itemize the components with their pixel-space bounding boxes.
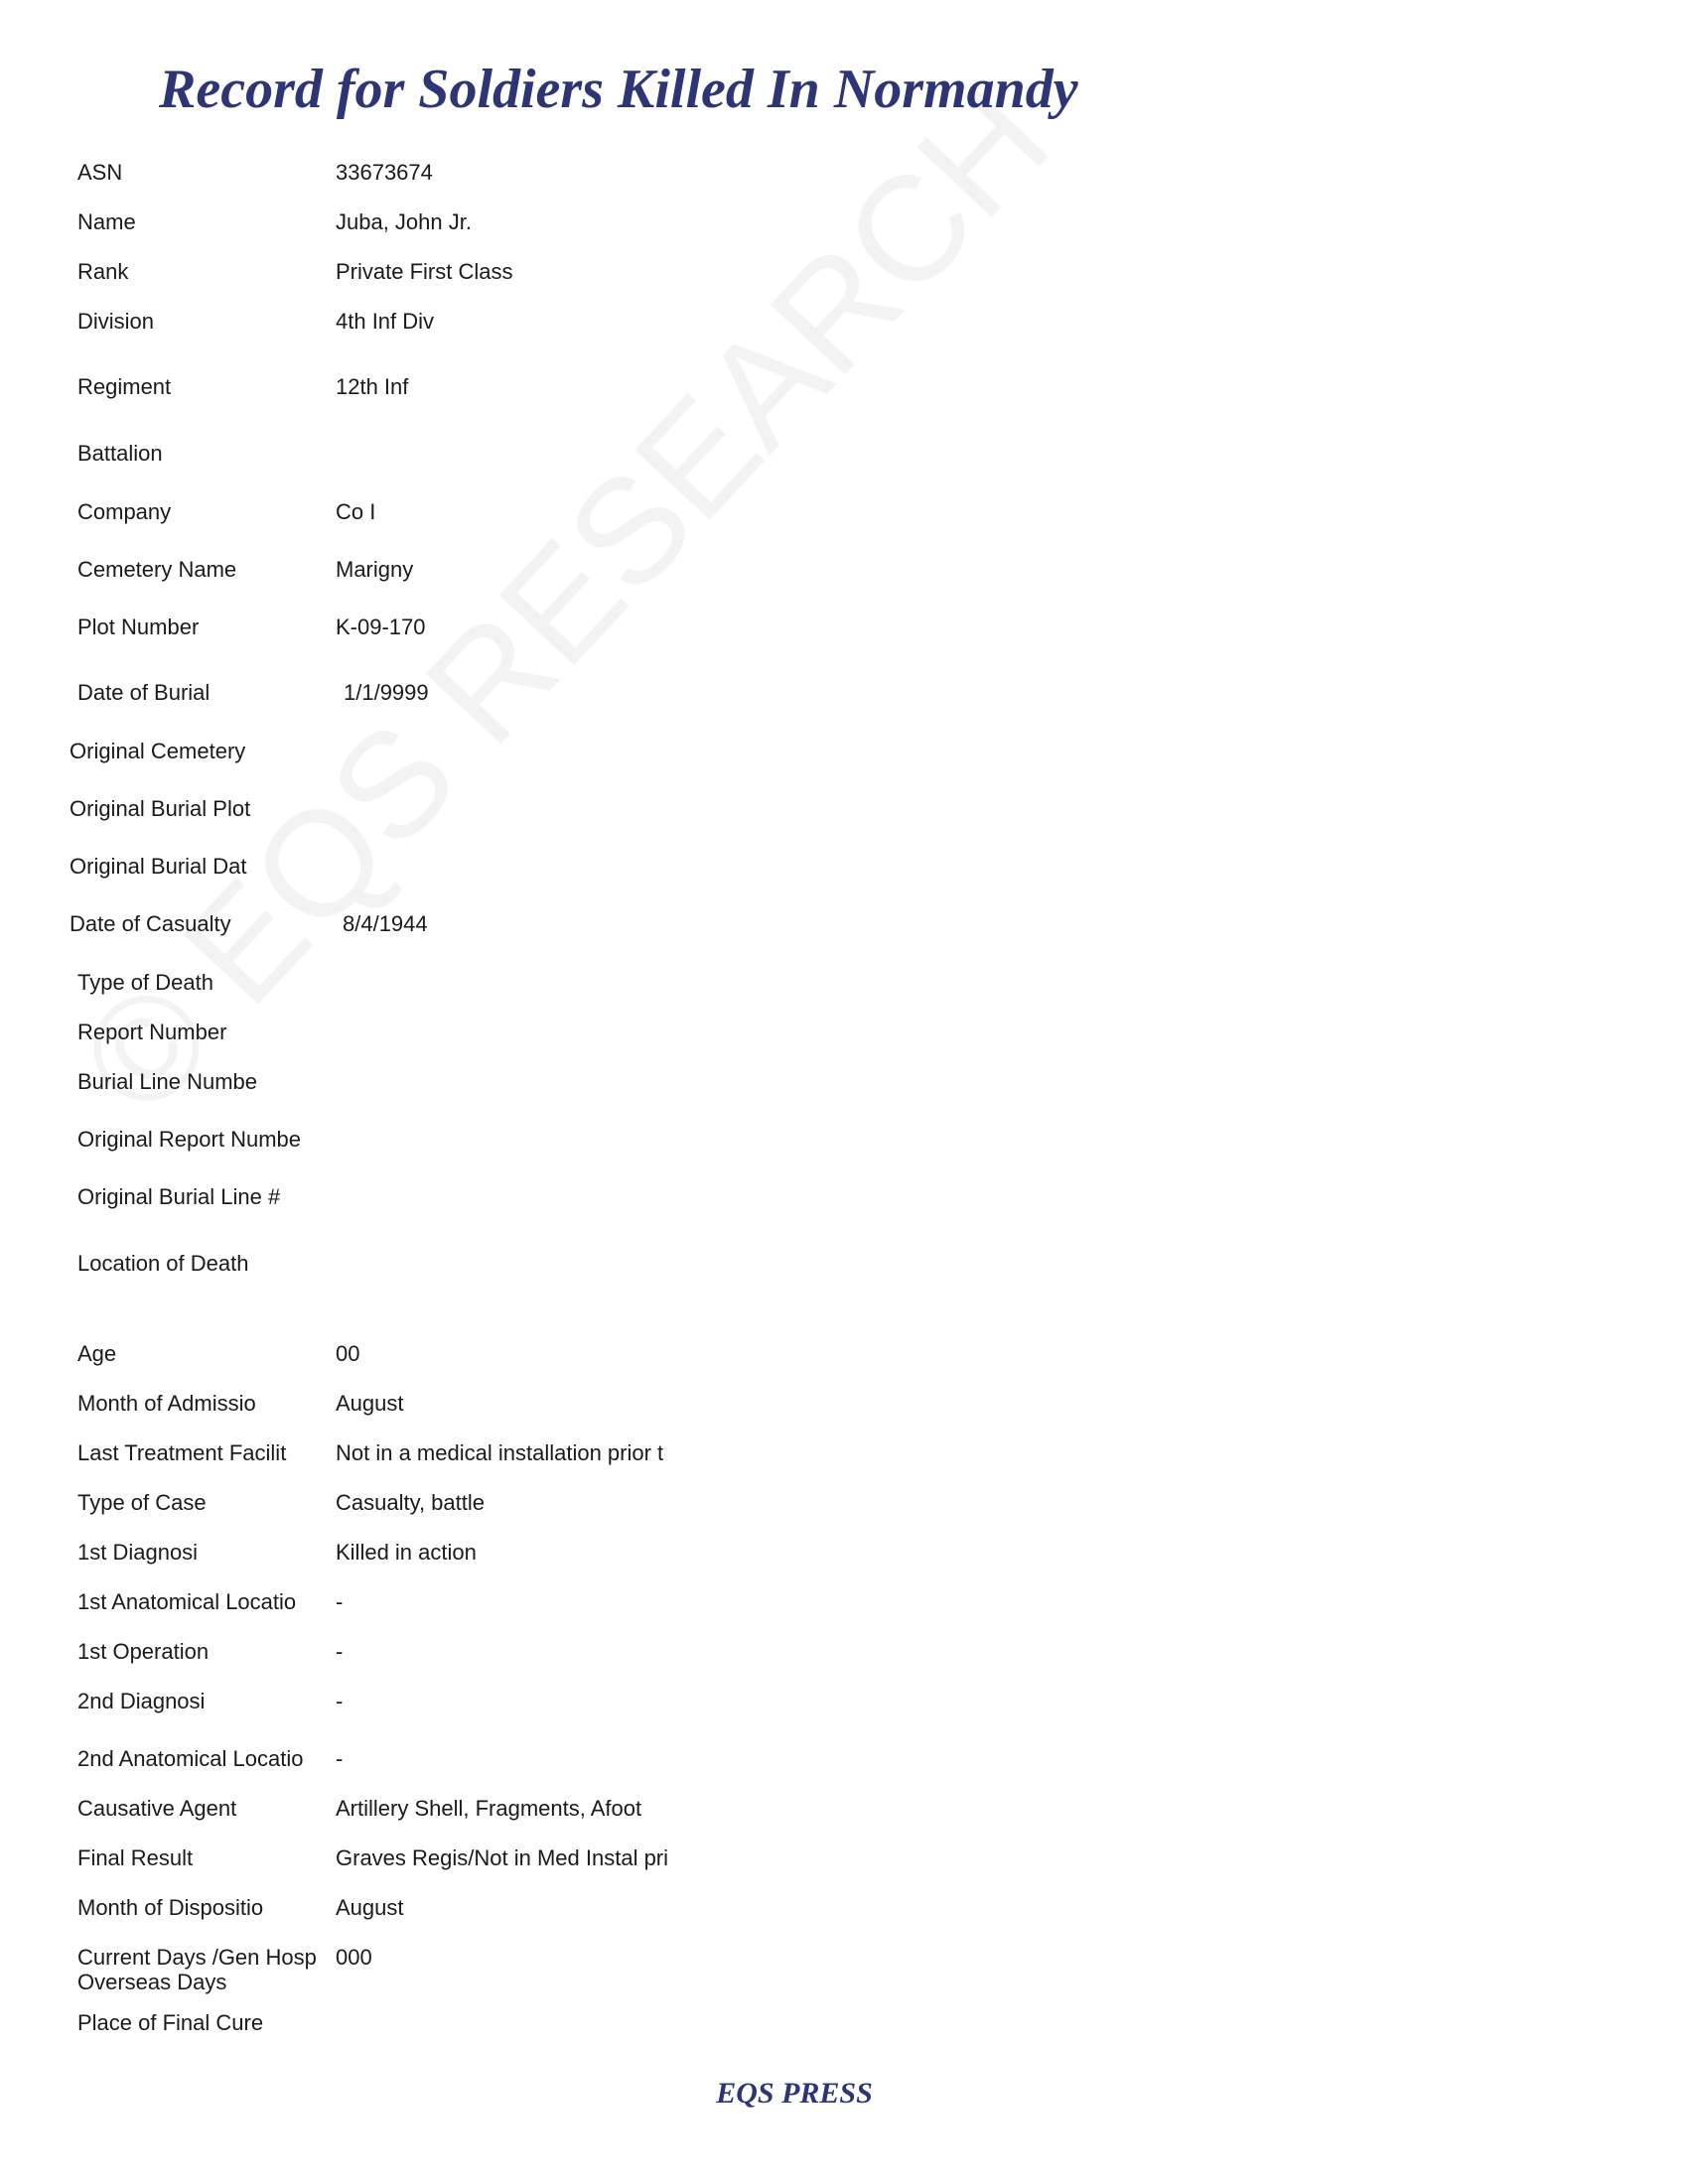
month-of-admission-value: August [336,1391,404,1416]
first-diagnosis-label: 1st Diagnosi [77,1540,199,1565]
date-of-casualty-value: 8/4/1944 [343,911,428,936]
division-value: 4th Inf Div [336,309,435,334]
rank-label: Rank [77,259,129,284]
second-diagnosis-label: 2nd Diagnosi [77,1689,206,1713]
date-of-burial-value: 1/1/9999 [344,680,429,705]
second-anatomical-location-label: 2nd Anatomical Locatio [77,1746,304,1771]
regiment-value: 12th Inf [336,374,409,399]
age-value: 00 [336,1341,360,1366]
last-treatment-facility-value: Not in a medical installation prior t [336,1440,664,1465]
original-burial-plot-label: Original Burial Plot [70,796,251,821]
battalion-label: Battalion [77,441,163,466]
cemetery-name-value: Marigny [336,557,414,582]
date-of-burial-label: Date of Burial [77,680,211,705]
month-of-disposition-value: August [336,1895,404,1920]
company-label: Company [77,499,172,524]
cemetery-name-label: Cemetery Name [77,557,237,582]
first-anatomical-location-label: 1st Anatomical Locatio [77,1589,297,1614]
watermark [47,0,1391,1147]
final-result-label: Final Result [77,1845,194,1870]
type-of-case-label: Type of Case [77,1490,207,1515]
original-burial-line-label: Original Burial Line # [77,1184,281,1209]
asn-label: ASN [77,160,123,185]
second-diagnosis-value: - [336,1689,344,1713]
overseas-days-label: Overseas Days [77,1970,227,1994]
original-burial-date-label: Original Burial Dat [70,854,247,879]
first-diagnosis-value: Killed in action [336,1540,477,1565]
asn-value: 33673674 [336,160,433,185]
location-of-death-label: Location of Death [77,1251,249,1276]
original-cemetery-label: Original Cemetery [70,739,246,763]
second-anatomical-location-value: - [336,1746,344,1771]
report-number-label: Report Number [77,1020,227,1044]
month-of-admission-label: Month of Admissio [77,1391,256,1416]
plot-number-label: Plot Number [77,614,200,639]
footer-publisher: EQS PRESS [716,2077,873,2110]
final-result-value: Graves Regis/Not in Med Instal pri [336,1845,669,1870]
division-label: Division [77,309,155,334]
first-operation-value: - [336,1639,344,1664]
burial-line-number-label: Burial Line Numbe [77,1069,257,1094]
name-label: Name [77,209,136,234]
causative-agent-label: Causative Agent [77,1796,237,1821]
date-of-casualty-label: Date of Casualty [70,911,231,936]
page-title: Record for Soldiers Killed In Normandy [159,59,1078,120]
original-report-number-label: Original Report Numbe [77,1127,301,1152]
last-treatment-facility-label: Last Treatment Facilit [77,1440,287,1465]
plot-number-value: K-09-170 [336,614,426,639]
current-days-gen-hosp-label: Current Days /Gen Hosp [77,1945,317,1970]
name-value: Juba, John Jr. [336,209,472,234]
type-of-death-label: Type of Death [77,970,213,995]
company-value: Co I [336,499,376,524]
age-label: Age [77,1341,117,1366]
first-operation-label: 1st Operation [77,1639,210,1664]
type-of-case-value: Casualty, battle [336,1490,486,1515]
causative-agent-value: Artillery Shell, Fragments, Afoot [336,1796,642,1821]
regiment-label: Regiment [77,374,172,399]
place-of-final-cure-label: Place of Final Cure [77,2010,264,2035]
month-of-disposition-label: Month of Dispositio [77,1895,264,1920]
first-anatomical-location-value: - [336,1589,344,1614]
rank-value: Private First Class [336,259,513,284]
current-days-gen-hosp-value: 000 [336,1945,372,1970]
